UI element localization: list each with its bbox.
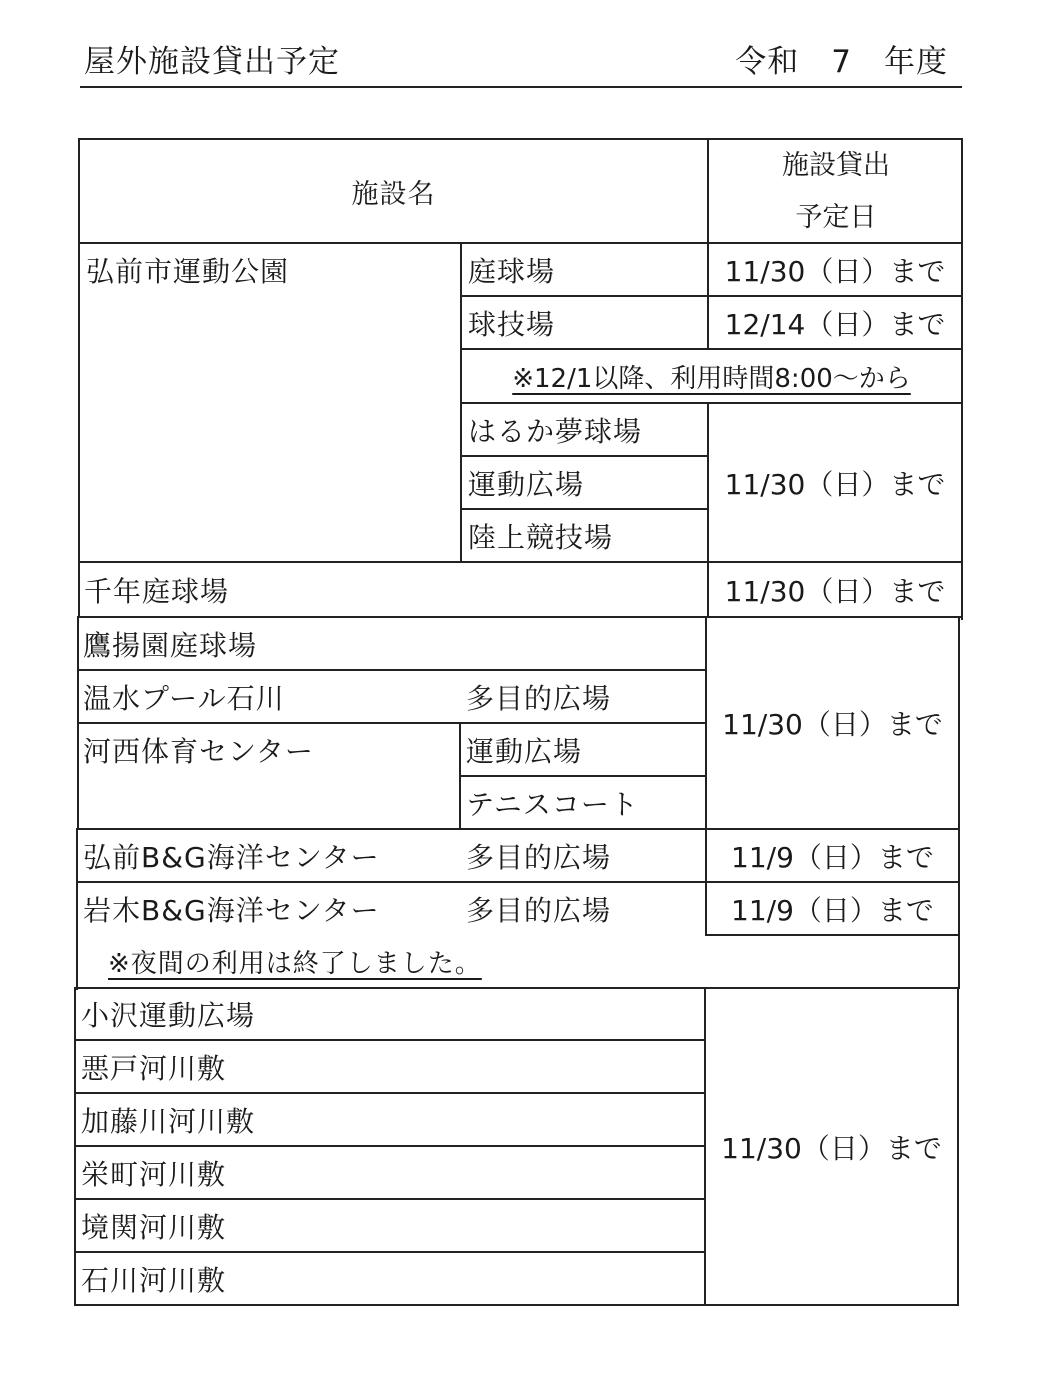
facility-iwaki-bg-square: 多目的広場 xyxy=(466,893,612,927)
facility-onsui-pool-square: 多目的広場 xyxy=(466,681,612,715)
date-group-2: 11/30（日）まで xyxy=(722,708,943,741)
facility-akudo: 悪戸河川敷 xyxy=(81,1051,227,1085)
date-rivers: 11/30（日）まで xyxy=(721,1131,942,1165)
date-hirosaki-bg: 11/9（日）まで xyxy=(731,840,934,874)
facility-track: 陸上競技場 xyxy=(468,521,614,554)
date-chitose: 11/30（日）まで xyxy=(724,574,946,608)
date-header-line1: 施設貸出 xyxy=(782,150,890,181)
date-iwaki-bg: 11/9（日）まで xyxy=(731,893,934,927)
facility-kasai: 河西体育センター xyxy=(83,734,314,768)
date-header xyxy=(710,140,962,244)
date-ball-field: 12/14（日）まで xyxy=(724,308,946,341)
facility-kasai-tennis: テニスコート xyxy=(466,787,639,821)
facility-katogawa: 加藤川河川敷 xyxy=(81,1104,256,1138)
facility-sakaecho: 栄町河川敷 xyxy=(81,1157,227,1191)
facility-tennis-courts: 庭球場 xyxy=(468,255,556,288)
facility-ishikawa: 石川河川敷 xyxy=(81,1263,227,1297)
facility-ozawa: 小沢運動広場 xyxy=(81,999,256,1032)
note-ball-field: ※12/1以降、利用時間8:00～から xyxy=(512,363,911,394)
facility-hirosaki-bg: 弘前B&G海洋センター xyxy=(83,840,380,874)
facility-onsui-pool: 温水プール石川 xyxy=(83,681,285,715)
facility-hirosaki-bg-square: 多目的広場 xyxy=(466,840,612,874)
facility-haruka-stadium: はるか夢球場 xyxy=(468,415,643,448)
page-title: 屋外施設貸出予定 xyxy=(84,44,340,80)
facility-hirosaki-park: 弘前市運動公園 xyxy=(86,255,290,288)
date-park-group: 11/30（日）まで xyxy=(724,467,946,501)
facility-sports-square: 運動広場 xyxy=(468,468,585,501)
note-night-use: ※夜間の利用は終了しました。 xyxy=(108,949,482,979)
facility-name-header: 施設名 xyxy=(351,178,436,210)
facility-chitose: 千年庭球場 xyxy=(84,574,230,608)
fiscal-year: 令和 7 年度 xyxy=(735,44,948,80)
date-tennis-courts: 11/30（日）まで xyxy=(724,255,946,288)
facility-iwaki-bg: 岩木B&G海洋センター xyxy=(83,893,380,927)
facility-takaba: 鷹揚園庭球場 xyxy=(83,628,258,662)
facility-ball-field: 球技場 xyxy=(468,308,556,341)
facility-sakaizeki: 境関河川敷 xyxy=(81,1210,227,1244)
date-header-line2: 予定日 xyxy=(795,202,877,233)
facility-kasai-square: 運動広場 xyxy=(466,734,583,768)
